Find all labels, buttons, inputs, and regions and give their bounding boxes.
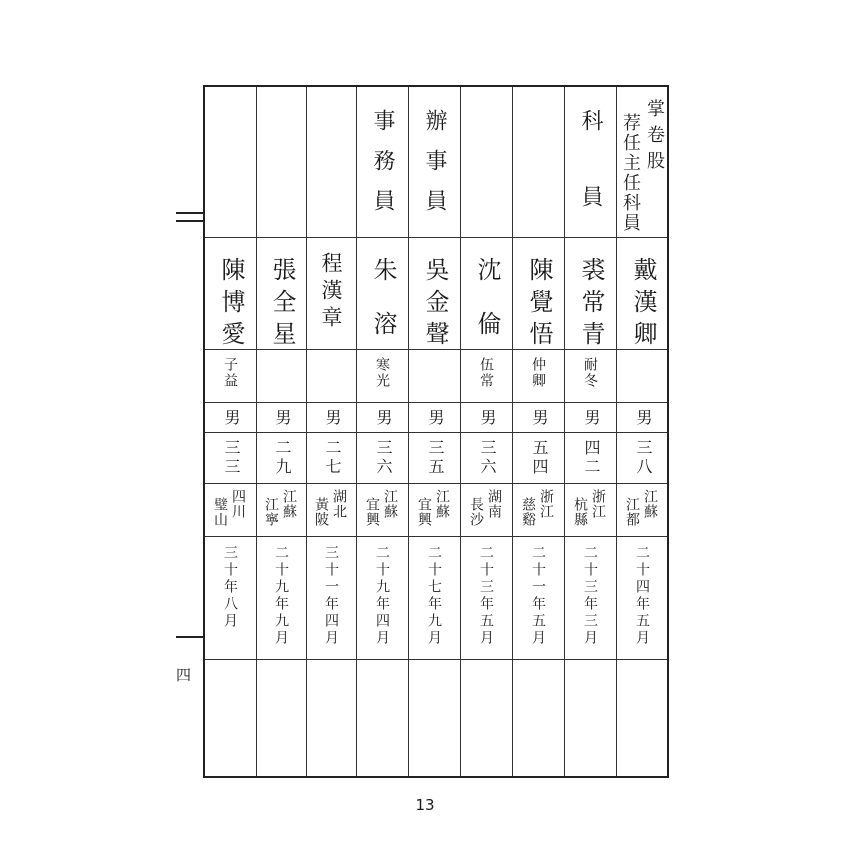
column-7-age: 二九 bbox=[273, 439, 292, 477]
column-2-origin-province: 浙江 bbox=[538, 489, 554, 519]
side-mark: 四 bbox=[176, 666, 192, 684]
column-3 bbox=[461, 87, 513, 776]
roster-table bbox=[203, 85, 669, 778]
column-0-origin-county: 江都 bbox=[624, 497, 640, 527]
column-6-gender: 男 bbox=[323, 409, 342, 425]
column-6-age: 二七 bbox=[323, 439, 342, 477]
margin-single-rule bbox=[176, 636, 203, 639]
column-4-gender: 男 bbox=[426, 409, 445, 425]
column-1-title: 科員 bbox=[578, 109, 603, 261]
column-8-date: 三十年八月 bbox=[222, 545, 238, 630]
column-2-date: 二十一年五月 bbox=[530, 545, 546, 647]
column-8-origin-county: 璧山 bbox=[212, 497, 228, 527]
column-3-date: 二十三年五月 bbox=[478, 545, 494, 647]
column-6-date: 三十一年四月 bbox=[323, 545, 339, 647]
column-1-age: 四二 bbox=[582, 439, 601, 477]
column-6-name: 程漢章 bbox=[319, 252, 343, 333]
column-5-age: 三六 bbox=[374, 439, 393, 477]
column-8-origin-province: 四川 bbox=[230, 489, 246, 519]
column-1-date: 二十三年三月 bbox=[582, 545, 598, 647]
column-8-gender: 男 bbox=[222, 409, 241, 425]
column-0-subtitle: 荐任主任科員 bbox=[620, 113, 641, 233]
margin-double-rule bbox=[176, 212, 203, 215]
column-8-name: 陳博愛 bbox=[217, 257, 245, 353]
column-3-origin-county: 長沙 bbox=[468, 497, 484, 527]
column-0-date: 二十四年五月 bbox=[634, 545, 650, 647]
column-1-name: 裘常青 bbox=[577, 257, 605, 353]
column-0-age: 三八 bbox=[634, 439, 653, 477]
column-8 bbox=[205, 87, 257, 776]
column-2-name: 陳覺悟 bbox=[525, 257, 553, 353]
column-0-title: 掌卷股 bbox=[644, 99, 665, 177]
column-2-origin-county: 慈谿 bbox=[520, 497, 536, 527]
column-7-origin-province: 江蘇 bbox=[281, 489, 297, 519]
column-6 bbox=[307, 87, 357, 776]
column-3-gender: 男 bbox=[478, 409, 497, 425]
column-3-origin-province: 湖南 bbox=[486, 489, 502, 519]
margin-double-rule-2 bbox=[176, 220, 203, 223]
column-0-origin-province: 江蘇 bbox=[642, 489, 658, 519]
column-7-date: 二十九年九月 bbox=[273, 545, 289, 647]
column-6-origin-county: 黃陂 bbox=[313, 497, 329, 527]
column-8-courtesy: 子益 bbox=[222, 357, 238, 389]
column-5-origin-province: 江蘇 bbox=[382, 489, 398, 519]
column-2-age: 五四 bbox=[530, 439, 549, 477]
column-4-date: 二十七年九月 bbox=[426, 545, 442, 647]
column-3-name: 沈倫 bbox=[473, 257, 501, 365]
column-4 bbox=[409, 87, 461, 776]
column-2-gender: 男 bbox=[530, 409, 549, 425]
column-5-title: 事務員 bbox=[370, 109, 395, 229]
column-4-age: 三五 bbox=[426, 439, 445, 477]
column-5-date: 二十九年四月 bbox=[374, 545, 390, 647]
column-1-courtesy: 耐冬 bbox=[582, 357, 598, 389]
column-4-name: 吳金聲 bbox=[421, 257, 449, 353]
column-1 bbox=[565, 87, 617, 776]
column-5-origin-county: 宜興 bbox=[364, 497, 380, 527]
column-2-courtesy: 仲卿 bbox=[530, 357, 546, 389]
column-3-age: 三六 bbox=[478, 439, 497, 477]
column-1-origin-province: 浙江 bbox=[590, 489, 606, 519]
column-5-courtesy: 寒光 bbox=[374, 357, 390, 389]
column-4-origin-county: 宜興 bbox=[416, 497, 432, 527]
column-5-name: 朱溶 bbox=[369, 257, 397, 365]
column-6-origin-province: 湖北 bbox=[331, 489, 347, 519]
column-7-origin-county: 江寧 bbox=[263, 497, 279, 527]
column-7 bbox=[257, 87, 307, 776]
column-7-name: 張全星 bbox=[268, 257, 296, 353]
column-2 bbox=[513, 87, 565, 776]
column-7-gender: 男 bbox=[273, 409, 292, 425]
column-0-gender: 男 bbox=[634, 409, 653, 425]
column-1-origin-county: 杭縣 bbox=[572, 497, 588, 527]
column-1-gender: 男 bbox=[582, 409, 601, 425]
column-3-courtesy: 伍常 bbox=[478, 357, 494, 389]
column-4-title: 辦事員 bbox=[422, 109, 447, 229]
column-4-origin-province: 江蘇 bbox=[434, 489, 450, 519]
page-number: 13 bbox=[415, 796, 435, 814]
column-5-gender: 男 bbox=[374, 409, 393, 425]
column-0 bbox=[617, 87, 669, 776]
column-0-name: 戴漢卿 bbox=[629, 257, 657, 353]
column-5 bbox=[357, 87, 409, 776]
column-8-age: 三三 bbox=[222, 439, 241, 477]
